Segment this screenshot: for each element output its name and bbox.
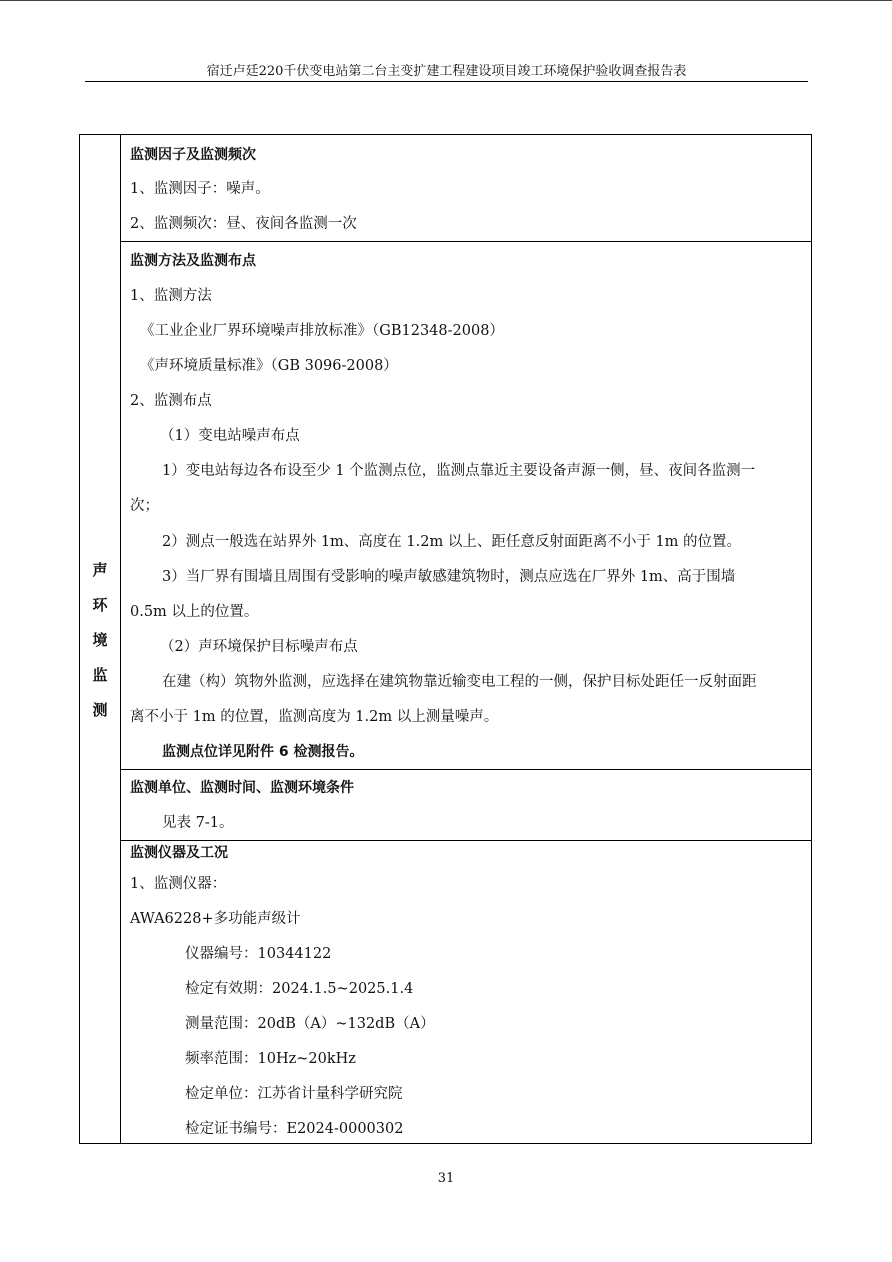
- factors-title: 监测因子及监测频次: [130, 147, 256, 163]
- instrument-name: AWA6228+多功能声级计: [130, 911, 301, 927]
- column-divider: [120, 135, 121, 1143]
- side-label-sound-env-monitoring: [80, 553, 120, 728]
- method-item3-a: 3）当厂界有围墙且周围有受影响的噪声敏感建筑物时，测点应选在厂界外 1m、高于围墙: [162, 569, 736, 585]
- method-line1: 1、监测方法: [130, 288, 212, 304]
- method-sub2: （2）声环境保护目标噪声布点: [160, 639, 358, 655]
- method-title: 监测方法及监测布点: [130, 253, 256, 269]
- page-header-title: 宿迁卢廷220千伏变电站第二台主变扩建工程建设项目竣工环境保护验收调查报告表: [206, 64, 687, 79]
- side-label-char: 境: [92, 631, 108, 649]
- row-divider-2: [120, 769, 811, 770]
- instrument-org: 检定单位：江苏省计量科学研究院: [185, 1086, 403, 1102]
- instrument-validity: 检定有效期：2024.1.5~2025.1.4: [185, 981, 414, 997]
- method-standard-2: 《声环境质量标准》（GB 3096-2008）: [140, 358, 398, 374]
- side-label-char: 监: [92, 666, 108, 684]
- method-line2: 2、监测布点: [130, 393, 212, 409]
- method-standard-1: 《工业企业厂界环境噪声排放标准》（GB12348-2008）: [140, 323, 504, 339]
- method-item1-b: 次；: [130, 498, 159, 514]
- row-divider-1: [120, 241, 811, 242]
- method-sub1: （1）变电站噪声布点: [160, 428, 300, 444]
- row-divider-3: [120, 840, 811, 841]
- page-number: 31: [437, 1171, 455, 1186]
- instrument-serial: 仪器编号：10344122: [185, 946, 332, 962]
- side-label-char: 测: [92, 701, 108, 719]
- unit-line1: 见表 7-1。: [162, 815, 234, 831]
- method-item3-b: 0.5m 以上的位置。: [130, 604, 259, 620]
- method-item1-a: 1）变电站每边各布设至少 1 个监测点位，监测点靠近主要设备声源一侧，昼、夜间各监测一: [162, 463, 756, 479]
- instrument-frequency: 频率范围：10Hz~20kHz: [185, 1051, 356, 1067]
- instrument-range: 测量范围：20dB（A）~132dB（A）: [185, 1016, 435, 1032]
- unit-title: 监测单位、监测时间、监测环境条件: [130, 780, 354, 796]
- method-item2: 2）测点一般选在站界外 1m、高度在 1.2m 以上、距任意反射面距离不小于 1m 的位置。: [162, 534, 742, 550]
- instrument-title: 监测仪器及工况: [130, 845, 228, 861]
- header-rule: [85, 81, 808, 82]
- method-para-a: 在建（构）筑物外监测，应选择在建筑物靠近输变电工程的一侧，保护目标处距任一反射面距: [162, 674, 757, 690]
- side-label-char: 声: [92, 561, 108, 579]
- instrument-cert: 检定证书编号：E2024-0000302: [185, 1121, 404, 1137]
- instrument-line1: 1、监测仪器：: [130, 876, 227, 892]
- side-label-char: 环: [92, 596, 108, 614]
- factors-line2: 2、监测频次：昼、夜间各监测一次: [130, 216, 357, 232]
- factors-line1: 1、监测因子：噪声。: [130, 181, 270, 197]
- page-top-border: [0, 0, 892, 1]
- method-note: 监测点位详见附件 6 检测报告。: [162, 744, 364, 760]
- monitoring-table: [79, 134, 812, 1144]
- method-para-b: 离不小于 1m 的位置，监测高度为 1.2m 以上测量噪声。: [130, 709, 499, 725]
